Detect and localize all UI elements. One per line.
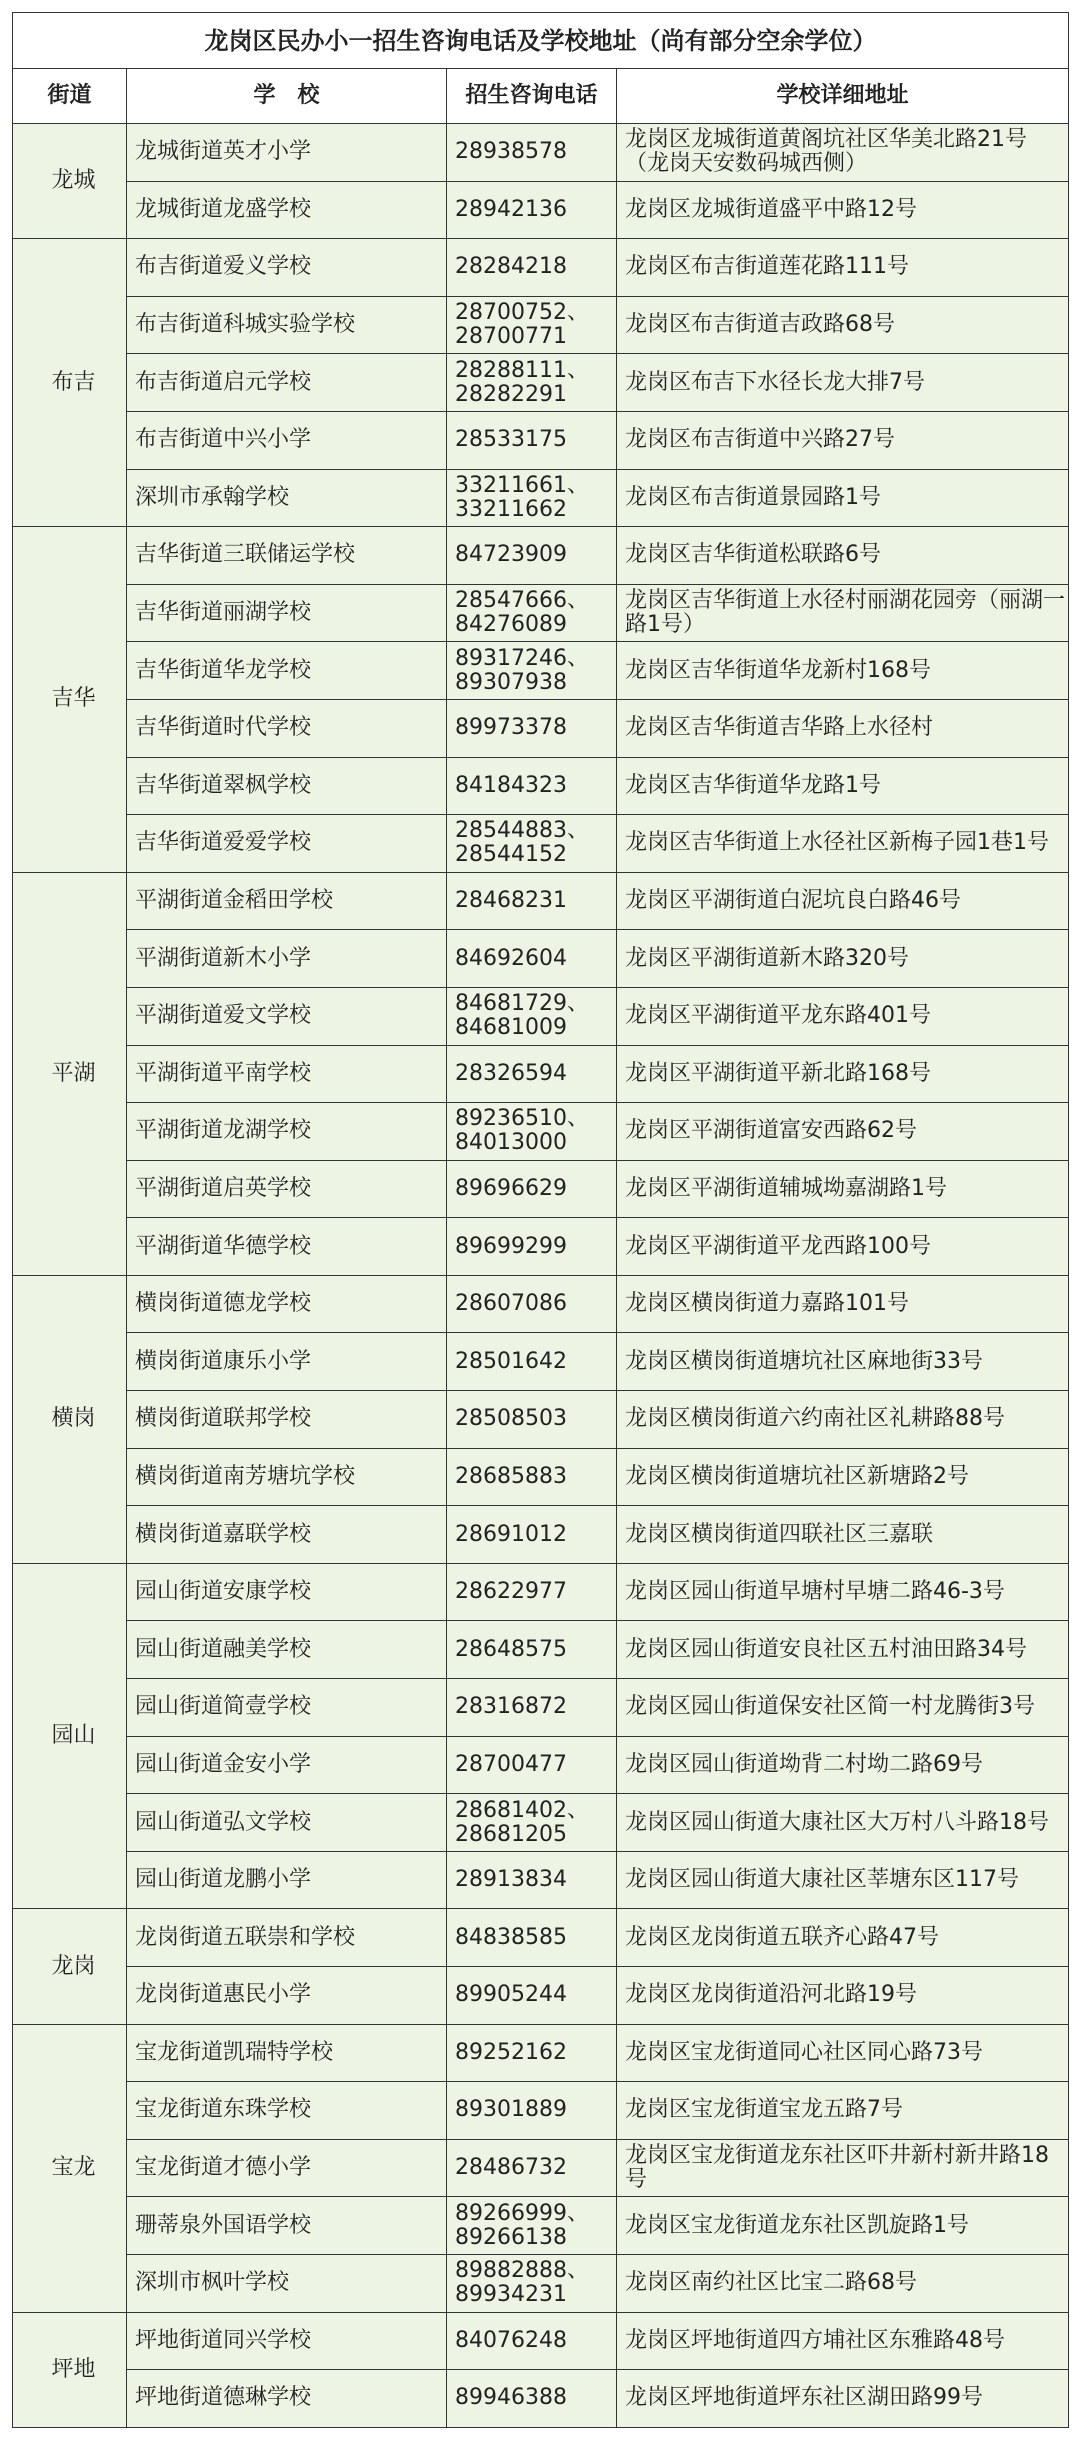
header-street: 街道 bbox=[13, 69, 127, 124]
school-address-cell bbox=[617, 584, 1069, 642]
table-row bbox=[13, 411, 1069, 469]
school-address-cell bbox=[617, 1506, 1069, 1564]
school-phone-cell bbox=[447, 757, 617, 815]
school-address: 龙岗区坪地街道四方埔社区东雅路48号 bbox=[625, 2327, 1005, 2353]
school-phone-cell bbox=[447, 239, 617, 297]
school-address: 龙岗区南约社区比宝二路68号 bbox=[625, 2270, 917, 2296]
school-address-cell bbox=[617, 1794, 1069, 1852]
school-phone: 28508503 bbox=[455, 1406, 567, 1432]
school-address: 龙岗区吉华街道华龙路1号 bbox=[625, 772, 881, 798]
table-row bbox=[13, 1218, 1069, 1276]
school-name-cell bbox=[127, 1275, 447, 1333]
table-row bbox=[13, 1621, 1069, 1679]
school-name: 坪地街道德琳学校 bbox=[135, 2385, 312, 2411]
school-phone-cell bbox=[447, 1103, 617, 1161]
school-address-cell bbox=[617, 642, 1069, 700]
street-name: 宝龙 bbox=[13, 2024, 127, 2312]
school-name: 园山街道简壹学校 bbox=[135, 1694, 312, 1720]
school-phone-cell bbox=[447, 354, 617, 412]
school-name: 吉华街道三联储运学校 bbox=[135, 542, 356, 568]
school-address-cell bbox=[617, 1333, 1069, 1391]
school-name-cell bbox=[127, 1794, 447, 1852]
school-name: 吉华街道时代学校 bbox=[135, 715, 312, 741]
school-name: 园山街道弘文学校 bbox=[135, 1809, 312, 1835]
school-phone: 28288111、28282291 bbox=[455, 357, 589, 407]
table-row bbox=[13, 469, 1069, 527]
school-phone: 28681402、28681205 bbox=[455, 1797, 589, 1847]
school-address-cell bbox=[617, 757, 1069, 815]
street-name: 园山 bbox=[13, 1563, 127, 1909]
school-address: 龙岗区布吉街道景园路1号 bbox=[625, 484, 881, 510]
school-phone-cell bbox=[447, 2082, 617, 2140]
school-name: 平湖街道平南学校 bbox=[135, 1060, 312, 1086]
school-phone: 28544883、28544152 bbox=[455, 818, 589, 868]
school-address-cell bbox=[617, 181, 1069, 239]
school-address-cell bbox=[617, 1736, 1069, 1794]
school-address-cell bbox=[617, 239, 1069, 297]
school-phone-cell bbox=[447, 1736, 617, 1794]
header-address: 学校详细地址 bbox=[617, 69, 1069, 124]
school-phone: 89946388 bbox=[455, 2385, 567, 2411]
table-row bbox=[13, 1506, 1069, 1564]
school-phone-cell bbox=[447, 1045, 617, 1103]
school-address: 龙岗区平湖街道富安西路62号 bbox=[625, 1118, 917, 1144]
table-row bbox=[13, 584, 1069, 642]
school-address-cell bbox=[617, 354, 1069, 412]
school-name: 吉华街道华龙学校 bbox=[135, 657, 312, 683]
school-name-cell bbox=[127, 354, 447, 412]
school-address-cell bbox=[617, 1563, 1069, 1621]
table-row bbox=[13, 2082, 1069, 2140]
school-phone: 89266999、89266138 bbox=[455, 2200, 589, 2250]
school-phone-cell bbox=[447, 469, 617, 527]
school-name: 横岗街道康乐小学 bbox=[135, 1348, 312, 1374]
school-phone-cell bbox=[447, 2370, 617, 2428]
school-phone: 89317246、89307938 bbox=[455, 645, 589, 695]
school-phone-cell bbox=[447, 1621, 617, 1679]
school-phone-cell bbox=[447, 1218, 617, 1276]
school-address-cell bbox=[617, 2024, 1069, 2082]
school-name-cell bbox=[127, 1909, 447, 1967]
school-phone: 28486732 bbox=[455, 2155, 567, 2181]
school-name: 吉华街道爱爱学校 bbox=[135, 830, 312, 856]
school-name: 园山街道金安小学 bbox=[135, 1751, 312, 1777]
school-phone-cell bbox=[447, 1333, 617, 1391]
school-name: 平湖街道金稻田学校 bbox=[135, 888, 334, 914]
school-name: 园山街道安康学校 bbox=[135, 1579, 312, 1605]
table-row bbox=[13, 2312, 1069, 2370]
school-name-cell bbox=[127, 757, 447, 815]
school-name: 深圳市承翰学校 bbox=[135, 484, 290, 510]
school-address-cell bbox=[617, 1045, 1069, 1103]
school-address: 龙岗区园山街道大康社区大万村八斗路18号 bbox=[625, 1809, 1049, 1835]
school-phone: 28326594 bbox=[455, 1060, 567, 1086]
school-address: 龙岗区龙岗街道沿河北路19号 bbox=[625, 1982, 917, 2008]
table-row bbox=[13, 930, 1069, 988]
school-phone-cell bbox=[447, 815, 617, 873]
table-row bbox=[13, 2370, 1069, 2428]
school-name: 园山街道龙鹏小学 bbox=[135, 1867, 312, 1893]
school-address: 龙岗区横岗街道力嘉路101号 bbox=[625, 1291, 909, 1317]
school-phone-cell bbox=[447, 181, 617, 239]
table-row bbox=[13, 124, 1069, 182]
school-address-cell bbox=[617, 930, 1069, 988]
school-phone: 28648575 bbox=[455, 1636, 567, 1662]
school-address: 龙岗区园山街道保安社区简一村龙腾街3号 bbox=[625, 1694, 1035, 1720]
school-name: 珊蒂泉外国语学校 bbox=[135, 2212, 312, 2238]
school-name-cell bbox=[127, 1679, 447, 1737]
school-address-cell bbox=[617, 124, 1069, 182]
school-name-cell bbox=[127, 1563, 447, 1621]
school-phone-cell bbox=[447, 1160, 617, 1218]
header-school: 学 校 bbox=[127, 69, 447, 124]
school-address-cell bbox=[617, 1679, 1069, 1737]
school-name-cell bbox=[127, 2370, 447, 2428]
school-phone-cell bbox=[447, 699, 617, 757]
school-address-cell bbox=[617, 815, 1069, 873]
school-phone: 89905244 bbox=[455, 1982, 567, 2008]
table-row bbox=[13, 1563, 1069, 1621]
school-address-cell bbox=[617, 2139, 1069, 2197]
school-phone-cell bbox=[447, 1679, 617, 1737]
school-name: 宝龙街道东珠学校 bbox=[135, 2097, 312, 2123]
school-phone-cell bbox=[447, 124, 617, 182]
school-phone-cell bbox=[447, 411, 617, 469]
school-address: 龙岗区吉华街道上水径社区新梅子园1巷1号 bbox=[625, 830, 1049, 856]
school-phone: 28468231 bbox=[455, 888, 567, 914]
school-name-cell bbox=[127, 181, 447, 239]
school-phone: 84692604 bbox=[455, 945, 567, 971]
school-phone-cell bbox=[447, 1448, 617, 1506]
school-phone-cell bbox=[447, 872, 617, 930]
school-phone-cell bbox=[447, 1391, 617, 1449]
school-name-cell bbox=[127, 1736, 447, 1794]
school-address: 龙岗区布吉街道中兴路27号 bbox=[625, 427, 895, 453]
school-name: 园山街道融美学校 bbox=[135, 1636, 312, 1662]
school-phone: 28700477 bbox=[455, 1751, 567, 1777]
school-phone-cell bbox=[447, 2024, 617, 2082]
school-address: 龙岗区宝龙街道同心社区同心路73号 bbox=[625, 2039, 983, 2065]
school-address-cell bbox=[617, 1851, 1069, 1909]
school-address-cell bbox=[617, 1448, 1069, 1506]
school-name: 平湖街道新木小学 bbox=[135, 945, 312, 971]
school-phone: 89882888、89934231 bbox=[455, 2258, 589, 2308]
school-address: 龙岗区横岗街道六约南社区礼耕路88号 bbox=[625, 1406, 1005, 1432]
school-phone: 84838585 bbox=[455, 1924, 567, 1950]
school-name-cell bbox=[127, 642, 447, 700]
street-name: 布吉 bbox=[13, 239, 127, 527]
school-phone: 89973378 bbox=[455, 715, 567, 741]
school-phone: 28938578 bbox=[455, 139, 567, 165]
school-phone: 84184323 bbox=[455, 772, 567, 798]
school-name-cell bbox=[127, 1218, 447, 1276]
school-phone-cell bbox=[447, 1851, 617, 1909]
school-address: 龙岗区园山街道坳背二村坳二路69号 bbox=[625, 1751, 983, 1777]
school-name-cell bbox=[127, 584, 447, 642]
table-row bbox=[13, 2139, 1069, 2197]
school-address: 龙岗区平湖街道平龙东路401号 bbox=[625, 1003, 931, 1029]
school-name-cell bbox=[127, 469, 447, 527]
school-phone: 28547666、84276089 bbox=[455, 588, 589, 638]
table-title: 龙岗区民办小一招生咨询电话及学校地址（尚有部分空余学位） bbox=[13, 13, 1069, 69]
school-name: 横岗街道南芳塘坑学校 bbox=[135, 1463, 356, 1489]
school-address-cell bbox=[617, 1391, 1069, 1449]
school-phone-cell bbox=[447, 2197, 617, 2255]
school-address: 龙岗区布吉下水径长龙大排7号 bbox=[625, 369, 925, 395]
enrollment-table bbox=[12, 12, 1069, 2428]
school-phone-cell bbox=[447, 296, 617, 354]
school-address: 龙岗区布吉街道吉政路68号 bbox=[625, 312, 895, 338]
school-name-cell bbox=[127, 815, 447, 873]
table-row bbox=[13, 1851, 1069, 1909]
school-phone: 28942136 bbox=[455, 196, 567, 222]
school-phone: 84681729、84681009 bbox=[455, 991, 589, 1041]
school-phone: 33211661、33211662 bbox=[455, 472, 589, 522]
school-address-cell bbox=[617, 296, 1069, 354]
school-name: 龙城街道英才小学 bbox=[135, 139, 312, 165]
table-row bbox=[13, 642, 1069, 700]
school-address-cell bbox=[617, 987, 1069, 1045]
school-address: 龙岗区吉华街道华龙新村168号 bbox=[625, 657, 931, 683]
school-name-cell bbox=[127, 987, 447, 1045]
table-row bbox=[13, 1275, 1069, 1333]
school-name: 龙城街道龙盛学校 bbox=[135, 196, 312, 222]
school-phone-cell bbox=[447, 1909, 617, 1967]
school-name-cell bbox=[127, 2197, 447, 2255]
school-name: 平湖街道启英学校 bbox=[135, 1175, 312, 1201]
school-phone: 28607086 bbox=[455, 1291, 567, 1317]
school-phone: 28501642 bbox=[455, 1348, 567, 1374]
school-address: 龙岗区吉华街道上水径村丽湖花园旁（丽湖一路1号） bbox=[625, 588, 1066, 638]
street-name: 龙城 bbox=[13, 124, 127, 239]
street-name: 横岗 bbox=[13, 1275, 127, 1563]
school-name: 布吉街道爱义学校 bbox=[135, 254, 312, 280]
school-address: 龙岗区园山街道安良社区五村油田路34号 bbox=[625, 1636, 1027, 1662]
table-row bbox=[13, 2197, 1069, 2255]
table-row bbox=[13, 699, 1069, 757]
school-phone: 89301889 bbox=[455, 2097, 567, 2123]
table-row bbox=[13, 2254, 1069, 2312]
school-phone-cell bbox=[447, 642, 617, 700]
school-name: 宝龙街道凯瑞特学校 bbox=[135, 2039, 334, 2065]
table-row bbox=[13, 1794, 1069, 1852]
school-name: 布吉街道科城实验学校 bbox=[135, 312, 356, 338]
school-name-cell bbox=[127, 1333, 447, 1391]
school-name-cell bbox=[127, 872, 447, 930]
school-name-cell bbox=[127, 1967, 447, 2025]
school-name: 宝龙街道才德小学 bbox=[135, 2155, 312, 2181]
school-name: 平湖街道华德学校 bbox=[135, 1233, 312, 1259]
school-address: 龙岗区平湖街道新木路320号 bbox=[625, 945, 909, 971]
school-name: 布吉街道启元学校 bbox=[135, 369, 312, 395]
school-name: 布吉街道中兴小学 bbox=[135, 427, 312, 453]
school-name-cell bbox=[127, 2312, 447, 2370]
school-phone-cell bbox=[447, 987, 617, 1045]
school-address-cell bbox=[617, 469, 1069, 527]
school-phone-cell bbox=[447, 2254, 617, 2312]
school-name-cell bbox=[127, 2254, 447, 2312]
table-row bbox=[13, 1736, 1069, 1794]
school-phone: 89699299 bbox=[455, 1233, 567, 1259]
school-address-cell bbox=[617, 1218, 1069, 1276]
school-phone-cell bbox=[447, 1563, 617, 1621]
school-phone-cell bbox=[447, 1275, 617, 1333]
table-row bbox=[13, 1448, 1069, 1506]
school-name-cell bbox=[127, 411, 447, 469]
school-phone-cell bbox=[447, 2139, 617, 2197]
table-row bbox=[13, 987, 1069, 1045]
school-name: 平湖街道爱文学校 bbox=[135, 1003, 312, 1029]
table-row bbox=[13, 815, 1069, 873]
school-name-cell bbox=[127, 1621, 447, 1679]
school-phone-cell bbox=[447, 1506, 617, 1564]
school-address-cell bbox=[617, 2312, 1069, 2370]
school-phone: 28316872 bbox=[455, 1694, 567, 1720]
school-phone: 89252162 bbox=[455, 2039, 567, 2065]
school-phone-cell bbox=[447, 1794, 617, 1852]
school-address: 龙岗区坪地街道坪东社区湖田路99号 bbox=[625, 2385, 983, 2411]
school-phone: 28622977 bbox=[455, 1579, 567, 1605]
school-name-cell bbox=[127, 1448, 447, 1506]
school-name: 横岗街道嘉联学校 bbox=[135, 1521, 312, 1547]
school-name-cell bbox=[127, 527, 447, 585]
table-row bbox=[13, 296, 1069, 354]
school-address: 龙岗区宝龙街道龙东社区吓井新村新井路18号 bbox=[625, 2143, 1049, 2193]
school-address: 龙岗区横岗街道四联社区三嘉联 bbox=[625, 1521, 934, 1547]
school-name-cell bbox=[127, 1045, 447, 1103]
school-name: 深圳市枫叶学校 bbox=[135, 2270, 290, 2296]
school-phone: 84076248 bbox=[455, 2327, 567, 2353]
school-address-cell bbox=[617, 1160, 1069, 1218]
school-phone-cell bbox=[447, 527, 617, 585]
school-address: 龙岗区平湖街道平新北路168号 bbox=[625, 1060, 931, 1086]
school-name-cell bbox=[127, 1160, 447, 1218]
school-name: 吉华街道丽湖学校 bbox=[135, 600, 312, 626]
school-phone-cell bbox=[447, 930, 617, 988]
street-name: 吉华 bbox=[13, 527, 127, 873]
school-address-cell bbox=[617, 411, 1069, 469]
table-row bbox=[13, 181, 1069, 239]
school-name-cell bbox=[127, 124, 447, 182]
school-phone: 28284218 bbox=[455, 254, 567, 280]
school-address-cell bbox=[617, 527, 1069, 585]
table-row bbox=[13, 354, 1069, 412]
school-name-cell bbox=[127, 2139, 447, 2197]
school-address-cell bbox=[617, 699, 1069, 757]
school-address: 龙岗区平湖街道平龙西路100号 bbox=[625, 1233, 931, 1259]
school-address: 龙岗区园山街道大康社区莘塘东区117号 bbox=[625, 1867, 1019, 1893]
school-address: 龙岗区平湖街道白泥坑良白路46号 bbox=[625, 888, 961, 914]
school-name: 平湖街道龙湖学校 bbox=[135, 1118, 312, 1144]
table-row bbox=[13, 1333, 1069, 1391]
school-address: 龙岗区龙城街道盛平中路12号 bbox=[625, 196, 917, 222]
table-row bbox=[13, 1103, 1069, 1161]
school-address-cell bbox=[617, 2254, 1069, 2312]
school-address-cell bbox=[617, 1967, 1069, 2025]
school-address-cell bbox=[617, 872, 1069, 930]
header-phone: 招生咨询电话 bbox=[447, 69, 617, 124]
school-name-cell bbox=[127, 2082, 447, 2140]
school-phone: 28685883 bbox=[455, 1463, 567, 1489]
school-name: 坪地街道同兴学校 bbox=[135, 2327, 312, 2353]
school-name: 龙岗街道惠民小学 bbox=[135, 1982, 312, 2008]
table-row bbox=[13, 1967, 1069, 2025]
school-address: 龙岗区宝龙街道龙东社区凯旋路1号 bbox=[625, 2212, 969, 2238]
school-phone: 28533175 bbox=[455, 427, 567, 453]
school-name-cell bbox=[127, 1851, 447, 1909]
school-address: 龙岗区平湖街道辅城坳嘉湖路1号 bbox=[625, 1175, 947, 1201]
school-address: 龙岗区横岗街道塘坑社区麻地街33号 bbox=[625, 1348, 983, 1374]
school-name-cell bbox=[127, 1103, 447, 1161]
school-address: 龙岗区吉华街道吉华路上水径村 bbox=[625, 715, 934, 741]
school-name-cell bbox=[127, 239, 447, 297]
table-row bbox=[13, 239, 1069, 297]
school-address-cell bbox=[617, 1621, 1069, 1679]
school-phone: 28700752、28700771 bbox=[455, 300, 589, 350]
school-address-cell bbox=[617, 1909, 1069, 1967]
street-name: 坪地 bbox=[13, 2312, 127, 2427]
school-name-cell bbox=[127, 1391, 447, 1449]
school-phone-cell bbox=[447, 1967, 617, 2025]
table-row bbox=[13, 757, 1069, 815]
school-name-cell bbox=[127, 296, 447, 354]
school-phone: 89236510、84013000 bbox=[455, 1106, 589, 1156]
school-phone-cell bbox=[447, 2312, 617, 2370]
school-name: 龙岗街道五联崇和学校 bbox=[135, 1924, 356, 1950]
school-address-cell bbox=[617, 2197, 1069, 2255]
school-name: 吉华街道翠枫学校 bbox=[135, 772, 312, 798]
school-phone-cell bbox=[447, 584, 617, 642]
school-phone: 28913834 bbox=[455, 1867, 567, 1893]
table-row bbox=[13, 1045, 1069, 1103]
school-address: 龙岗区横岗街道塘坑社区新塘路2号 bbox=[625, 1463, 969, 1489]
school-name-cell bbox=[127, 2024, 447, 2082]
school-address-cell bbox=[617, 1103, 1069, 1161]
street-name: 平湖 bbox=[13, 872, 127, 1275]
school-address-cell bbox=[617, 2370, 1069, 2428]
school-name-cell bbox=[127, 699, 447, 757]
school-address: 龙岗区龙城街道黄阁坑社区华美北路21号（龙岗天安数码城西侧） bbox=[625, 127, 1027, 177]
school-address: 龙岗区宝龙街道宝龙五路7号 bbox=[625, 2097, 903, 2123]
school-name-cell bbox=[127, 1506, 447, 1564]
school-address: 龙岗区布吉街道莲花路111号 bbox=[625, 254, 909, 280]
table-row bbox=[13, 1391, 1069, 1449]
table-row bbox=[13, 527, 1069, 585]
table-row bbox=[13, 1160, 1069, 1218]
school-address-cell bbox=[617, 1275, 1069, 1333]
school-phone: 84723909 bbox=[455, 542, 567, 568]
school-address: 龙岗区龙岗街道五联齐心路47号 bbox=[625, 1924, 939, 1950]
table-row bbox=[13, 872, 1069, 930]
school-address: 龙岗区园山街道早塘村早塘二路46-3号 bbox=[625, 1579, 1005, 1605]
school-address-cell bbox=[617, 2082, 1069, 2140]
school-name: 横岗街道联邦学校 bbox=[135, 1406, 312, 1432]
street-name: 龙岗 bbox=[13, 1909, 127, 2024]
table-row bbox=[13, 2024, 1069, 2082]
school-address: 龙岗区吉华街道松联路6号 bbox=[625, 542, 881, 568]
school-phone: 28691012 bbox=[455, 1521, 567, 1547]
table-row bbox=[13, 1679, 1069, 1737]
table-row bbox=[13, 1909, 1069, 1967]
school-phone: 89696629 bbox=[455, 1175, 567, 1201]
school-name: 横岗街道德龙学校 bbox=[135, 1291, 312, 1317]
school-name-cell bbox=[127, 930, 447, 988]
